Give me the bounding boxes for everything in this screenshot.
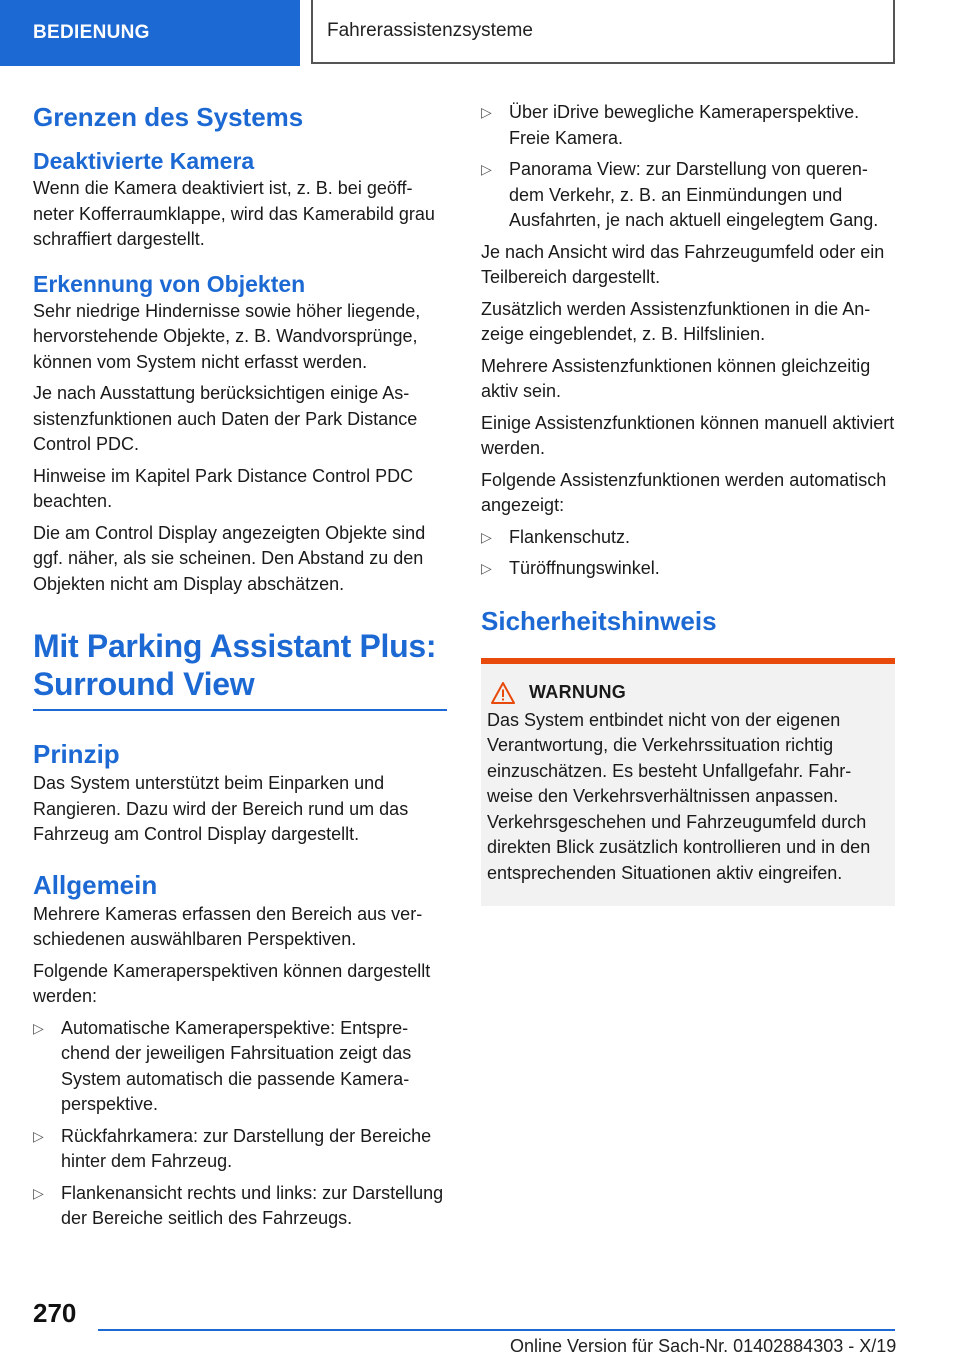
triangle-right-icon: ▷ [33,1019,44,1036]
chapter-title [33,627,447,703]
paragraph-general-2: Folgende Kameraperspektiven können dargestellt werden: [33,960,431,1006]
warning-triangle-icon [491,682,515,704]
footer-rule [98,1329,895,1331]
chapter-title-line-1: Mit Parking Assistant Plus: [33,628,437,664]
paragraph-detection-3: Hinweise im Kapitel Park Distance Control PDC beachten. [33,465,414,511]
heading-limits: Grenzen des Systems [33,102,304,132]
paragraph-right-5: Folgende Assistenzfunktionen werden automatisch angezeigt: [481,469,887,515]
assist-functions-list [481,525,895,582]
paragraph-right-1: Je nach Ansicht wird das Fahrzeugumfeld oder ein Teilbereich dargestellt. [481,241,885,287]
paragraph-detection-2: Je nach Ausstattung berücksichtigen einige Assistenzfunktionen auch Daten der Park Distance Control PDC. [33,383,418,454]
list-item [481,556,895,582]
list-item [481,100,895,151]
list-item [33,1124,447,1175]
list-item-text: Panorama View: zur Darstellung von querendem Verkehr, z. B. an Einmündungen und Ausfahrten, je nach aktuell eingelegtem Gang. [509,159,879,230]
heading-object-detection: Erkennung von Objekten [33,270,306,297]
triangle-right-icon: ▷ [33,1184,44,1201]
section-label: BEDIENUNG [33,22,150,43]
heading-principle: Prinzip [33,739,120,769]
triangle-right-icon: ▷ [33,1127,44,1144]
warning-label: WARNUNG [529,682,627,702]
section-tab [0,0,300,66]
paragraph-right-4: Einige Assistenzfunktionen können manuell aktiviert werden. [481,412,895,458]
heading-safety: Sicherheitshinweis [481,605,717,636]
paragraph-right-3: Mehrere Assistenzfunktionen können gleichzeitig aktiv sein. [481,355,871,401]
warning-header [487,682,887,704]
list-item-text: Rückfahrkamera: zur Darstellung der Bereiche hinter dem Fahrzeug. [61,1125,432,1171]
list-item [33,1016,447,1118]
left-column [33,100,447,1238]
paragraph-detection-4: Die am Control Display angezeigten Objekte sind ggf. näher, als sie scheinen. Den Abstand zu den Objekten nicht am Display abschätzen. [33,522,426,594]
triangle-right-icon: ▷ [481,528,492,545]
triangle-right-icon: ▷ [481,161,492,177]
list-item [481,157,895,234]
warning-box [481,658,895,907]
paragraph-general-1: Mehrere Kameras erfassen den Bereich aus verschiedenen auswählbaren Perspektiven. [33,903,423,949]
list-item [33,1181,447,1232]
list-item-text: Flankenschutz. [509,526,631,547]
triangle-right-icon: ▷ [481,104,492,120]
heading-deactivated-camera: Deaktivierte Kamera [33,148,255,174]
warning-text: Das System entbindet nicht von der eigenen Verantwortung, die Verkehrssituation richtig einzuschätzen. Es besteht Unfallgefahr. Fahrweise den Verkehrsverhältnissen anpassen. Verkehrsgeschehen und Fahrzeugumfeld durch direkten Blick zusätzlich kontrollieren und in den entsprechenden Situationen aktiv eingreifen. [487,709,871,883]
paragraph-right-2: Zusätzlich werden Assistenzfunktionen in die Anzeige eingeblendet, z. B. Hilfslinien. [481,298,871,344]
list-item-text: Über iDrive bewegliche Kameraperspektive. Freie Kamera. [509,102,860,148]
paragraph-principle: Das System unterstützt beim Einparken und Rangieren. Dazu wird der Bereich rund um das Fahrzeug am Control Display dargestellt. [33,773,409,844]
page-number: 270 [33,1298,77,1328]
chapter-label: Fahrerassistenzsysteme [327,20,533,41]
chapter-title-line-2: Surround View [33,666,255,702]
camera-perspective-list [33,1016,447,1232]
heading-general: Allgemein [33,869,158,900]
right-column [481,100,895,906]
list-item-text: Türöffnungswinkel. [509,558,660,578]
list-item-text: Flankenansicht rechts und links: zur Darstellung der Bereiche seitlich des Fahrzeugs. [61,1182,444,1228]
paragraph-deactivated-camera: Wenn die Kamera deaktiviert ist, z. B. bei geöffneter Kofferraumklappe, wird das Kamerabild grau schraffiert dargestellt. [33,178,435,249]
paragraph-detection-1: Sehr niedrige Hindernisse sowie höher liegende, hervorstehende Objekte, z. B. Wandvorsprünge, können vom System nicht erfasst werden. [33,300,421,372]
online-version-note: Online Version für Sach-Nr. 01402884303 - X/19 [510,1336,897,1356]
list-item-text: Automatische Kameraperspektive: Entsprechend der jeweiligen Fahrsituation zeigt das System automatisch die passende Kameraperspektive. [61,1017,412,1114]
triangle-right-icon: ▷ [481,560,492,576]
camera-perspective-list-continued [481,100,895,234]
chapter-header [311,0,895,64]
list-item [481,525,895,551]
